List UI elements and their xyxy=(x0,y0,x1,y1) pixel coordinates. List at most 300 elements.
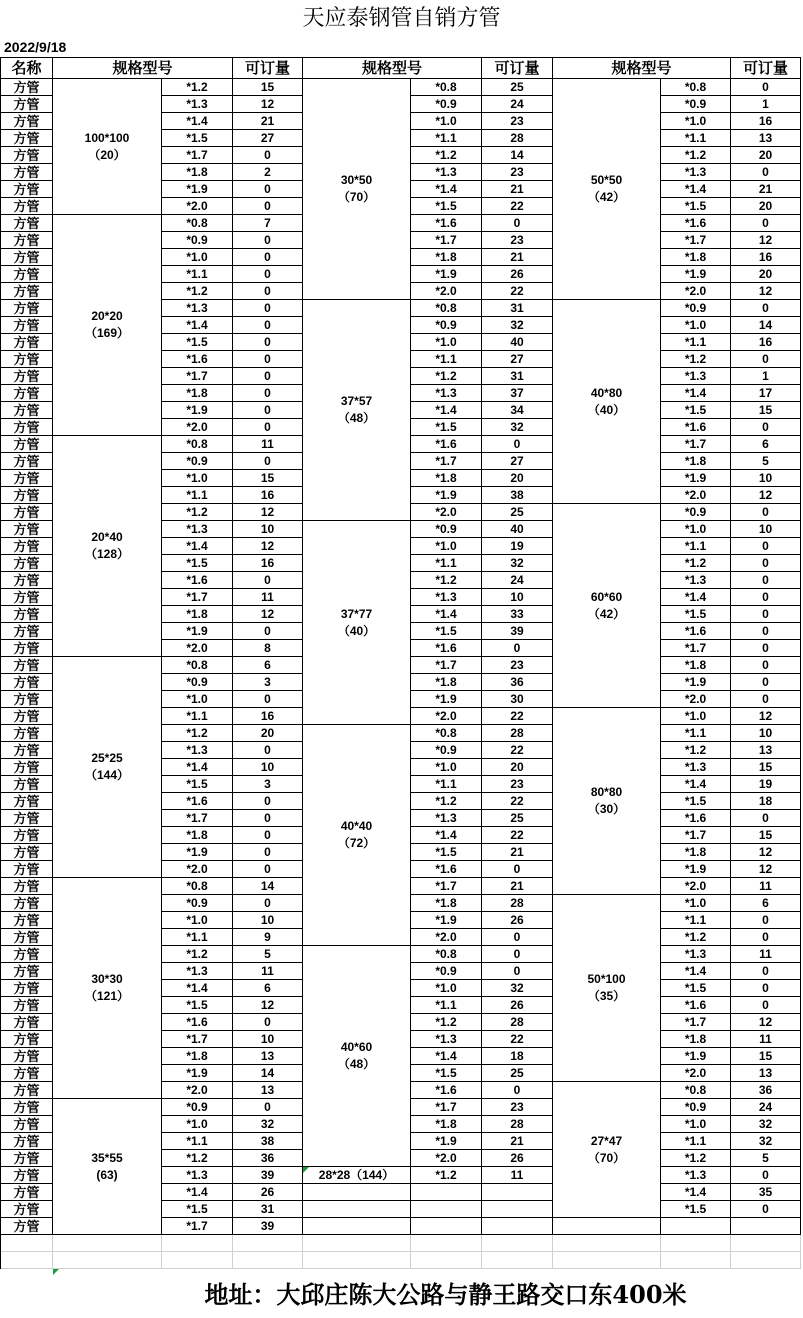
empty-cell xyxy=(162,1252,233,1269)
qty-cell: 35 xyxy=(731,1184,801,1201)
thickness-cell: *1.5 xyxy=(661,980,731,997)
thickness-cell: *0.9 xyxy=(661,300,731,317)
product-name-cell: 方管 xyxy=(1,793,53,810)
empty-cell xyxy=(482,1184,553,1201)
thickness-cell: *1.2 xyxy=(411,147,482,164)
thickness-cell: *0.8 xyxy=(411,300,482,317)
qty-cell: 0 xyxy=(482,861,553,878)
thickness-cell: *1.0 xyxy=(411,334,482,351)
product-name-cell: 方管 xyxy=(1,555,53,572)
empty-cell xyxy=(731,1252,801,1269)
thickness-cell: *1.4 xyxy=(661,776,731,793)
thickness-cell: *1.7 xyxy=(661,1014,731,1031)
size-label: 30*50 xyxy=(340,173,373,187)
thickness-cell: *1.9 xyxy=(162,402,233,419)
qty-cell: 0 xyxy=(731,640,801,657)
thickness-cell: *1.0 xyxy=(411,113,482,130)
qty-cell: 0 xyxy=(482,946,553,963)
qty-cell: 0 xyxy=(731,538,801,555)
thickness-cell: *0.9 xyxy=(411,521,482,538)
thickness-cell: *1.3 xyxy=(661,759,731,776)
product-name-cell: 方管 xyxy=(1,130,53,147)
product-name-cell: 方管 xyxy=(1,623,53,640)
thickness-cell: *2.0 xyxy=(411,504,482,521)
cell-error-indicator-icon xyxy=(303,1167,309,1173)
qty-cell: 32 xyxy=(482,317,553,334)
group-count-label: (63) xyxy=(96,1167,118,1182)
group-count-label: （70） xyxy=(337,190,376,204)
thickness-cell: *1.9 xyxy=(411,912,482,929)
thickness-cell: *1.2 xyxy=(162,725,233,742)
size-group-cell xyxy=(553,895,661,1082)
thickness-cell: *1.5 xyxy=(162,334,233,351)
qty-cell: 10 xyxy=(233,1031,303,1048)
qty-cell: 34 xyxy=(482,402,553,419)
qty-cell: 0 xyxy=(233,572,303,589)
thickness-cell: *1.7 xyxy=(411,878,482,895)
thickness-cell: *1.0 xyxy=(411,759,482,776)
size-group-cell xyxy=(553,1082,661,1218)
qty-cell: 10 xyxy=(233,521,303,538)
qty-cell: 21 xyxy=(482,844,553,861)
product-name-cell: 方管 xyxy=(1,572,53,589)
qty-cell: 9 xyxy=(233,929,303,946)
qty-cell: 15 xyxy=(233,470,303,487)
qty-cell: 0 xyxy=(731,997,801,1014)
thickness-cell: *1.0 xyxy=(411,980,482,997)
thickness-cell: *1.7 xyxy=(162,147,233,164)
product-name-cell: 方管 xyxy=(1,96,53,113)
thickness-cell: *1.1 xyxy=(661,334,731,351)
thickness-cell: *1.1 xyxy=(411,130,482,147)
thickness-cell: *1.1 xyxy=(411,555,482,572)
product-name-cell: 方管 xyxy=(1,1116,53,1133)
qty-cell: 0 xyxy=(731,572,801,589)
size-label: 40*40 xyxy=(340,819,373,833)
qty-cell: 1 xyxy=(731,368,801,385)
page-title: 天应泰钢管自销方管 xyxy=(302,6,501,31)
thickness-cell: *1.6 xyxy=(661,419,731,436)
product-name-cell: 方管 xyxy=(1,1201,53,1218)
thickness-cell: *1.5 xyxy=(411,419,482,436)
thickness-cell: *1.2 xyxy=(411,793,482,810)
size-label: 50*50 xyxy=(590,173,623,187)
thickness-cell: *1.3 xyxy=(661,572,731,589)
qty-cell: 0 xyxy=(233,793,303,810)
thickness-cell: *0.8 xyxy=(162,657,233,674)
thickness-cell: *0.9 xyxy=(162,674,233,691)
qty-cell: 32 xyxy=(482,555,553,572)
qty-cell: 11 xyxy=(233,963,303,980)
group-count-label: （169） xyxy=(84,326,130,340)
thickness-cell: *0.8 xyxy=(411,79,482,96)
qty-cell: 24 xyxy=(731,1099,801,1116)
thickness-cell: *1.2 xyxy=(162,946,233,963)
qty-cell: 22 xyxy=(482,742,553,759)
qty-cell: 0 xyxy=(482,963,553,980)
qty-cell: 0 xyxy=(482,215,553,232)
product-name-cell: 方管 xyxy=(1,113,53,130)
thickness-cell: *1.7 xyxy=(411,453,482,470)
qty-cell: 6 xyxy=(731,436,801,453)
product-name-cell: 方管 xyxy=(1,1184,53,1201)
product-name-cell: 方管 xyxy=(1,640,53,657)
thickness-cell: *1.3 xyxy=(411,1031,482,1048)
thickness-cell: *2.0 xyxy=(661,283,731,300)
thickness-cell: *2.0 xyxy=(411,283,482,300)
qty-cell: 0 xyxy=(482,1082,553,1099)
thickness-cell: *1.1 xyxy=(661,538,731,555)
thickness-cell: *0.9 xyxy=(162,232,233,249)
thickness-cell: *1.2 xyxy=(661,929,731,946)
qty-cell: 11 xyxy=(731,1031,801,1048)
product-name-cell: 方管 xyxy=(1,691,53,708)
thickness-cell: *0.8 xyxy=(661,1082,731,1099)
qty-cell: 11 xyxy=(233,589,303,606)
thickness-cell: *1.3 xyxy=(162,742,233,759)
product-name-cell: 方管 xyxy=(1,436,53,453)
qty-cell: 7 xyxy=(233,215,303,232)
qty-cell: 0 xyxy=(233,1099,303,1116)
group-count-label: （40） xyxy=(587,402,626,417)
qty-cell: 12 xyxy=(233,504,303,521)
qty-cell: 0 xyxy=(233,810,303,827)
thickness-cell: *0.8 xyxy=(411,725,482,742)
qty-cell: 26 xyxy=(482,912,553,929)
qty-cell: 14 xyxy=(233,878,303,895)
qty-cell: 21 xyxy=(482,1133,553,1150)
thickness-cell: *1.8 xyxy=(162,827,233,844)
qty-cell: 0 xyxy=(731,504,801,521)
thickness-cell: *1.4 xyxy=(411,402,482,419)
empty-cell xyxy=(303,1201,411,1218)
thickness-cell: *1.3 xyxy=(411,589,482,606)
qty-cell: 20 xyxy=(233,725,303,742)
empty-cell xyxy=(553,1218,661,1235)
thickness-cell: *0.9 xyxy=(411,742,482,759)
thickness-cell: *1.7 xyxy=(162,1031,233,1048)
qty-cell: 12 xyxy=(233,997,303,1014)
size-label: 30*30 xyxy=(91,972,123,986)
thickness-cell: *1.5 xyxy=(162,555,233,572)
product-name-cell: 方管 xyxy=(1,861,53,878)
empty-cell xyxy=(411,1218,482,1235)
empty-cell xyxy=(303,1218,411,1235)
size-label: 35*55 xyxy=(91,1150,123,1165)
qty-cell: 26 xyxy=(482,266,553,283)
size-group-cell xyxy=(553,79,661,300)
empty-cell xyxy=(731,1218,801,1235)
qty-cell: 6 xyxy=(233,980,303,997)
qty-cell: 0 xyxy=(731,606,801,623)
thickness-cell: *0.9 xyxy=(661,96,731,113)
thickness-cell: *1.0 xyxy=(162,1116,233,1133)
qty-cell: 16 xyxy=(233,555,303,572)
qty-cell: 10 xyxy=(233,759,303,776)
product-name-cell: 方管 xyxy=(1,385,53,402)
thickness-cell: *0.9 xyxy=(661,1099,731,1116)
size-label: 20*40 xyxy=(91,530,123,544)
qty-cell: 0 xyxy=(731,929,801,946)
thickness-cell: *1.2 xyxy=(162,283,233,300)
qty-cell: 0 xyxy=(233,419,303,436)
qty-cell: 23 xyxy=(482,232,553,249)
date-label: 2022/9/18 xyxy=(4,39,67,55)
qty-cell: 5 xyxy=(731,453,801,470)
empty-cell xyxy=(411,1184,482,1201)
qty-cell: 39 xyxy=(233,1218,303,1235)
thickness-cell: *1.9 xyxy=(661,861,731,878)
thickness-cell: *0.9 xyxy=(162,1099,233,1116)
qty-cell: 17 xyxy=(731,385,801,402)
thickness-cell: *1.8 xyxy=(661,657,731,674)
thickness-cell: *1.1 xyxy=(162,929,233,946)
qty-cell: 38 xyxy=(233,1133,303,1150)
thickness-cell: *1.5 xyxy=(162,997,233,1014)
thickness-cell: *1.0 xyxy=(162,912,233,929)
thickness-cell: *2.0 xyxy=(162,640,233,657)
qty-cell: 24 xyxy=(482,572,553,589)
product-name-cell: 方管 xyxy=(1,1065,53,1082)
group-count-label: （72） xyxy=(337,836,376,850)
thickness-cell: *1.1 xyxy=(162,708,233,725)
qty-cell: 13 xyxy=(731,1065,801,1082)
group-count-label: （48） xyxy=(337,411,376,425)
size-label: 80*80 xyxy=(590,785,623,799)
qty-cell: 6 xyxy=(233,657,303,674)
thickness-cell: *1.0 xyxy=(162,249,233,266)
size-label: 40*80 xyxy=(590,385,623,400)
qty-cell: 21 xyxy=(482,181,553,198)
qty-cell: 20 xyxy=(731,147,801,164)
header-qty-cell: 可订量 xyxy=(482,58,553,79)
qty-cell: 0 xyxy=(731,912,801,929)
thickness-cell: *1.5 xyxy=(411,623,482,640)
thickness-cell: *1.8 xyxy=(411,470,482,487)
qty-cell: 21 xyxy=(731,181,801,198)
product-name-cell: 方管 xyxy=(1,504,53,521)
thickness-cell: *2.0 xyxy=(411,929,482,946)
thickness-cell: *1.3 xyxy=(661,164,731,181)
thickness-cell: *1.4 xyxy=(162,538,233,555)
qty-cell: 11 xyxy=(731,878,801,895)
product-name-cell: 方管 xyxy=(1,283,53,300)
empty-cell xyxy=(233,1252,303,1269)
qty-cell: 13 xyxy=(731,742,801,759)
qty-cell: 8 xyxy=(233,640,303,657)
thickness-cell: *1.9 xyxy=(162,623,233,640)
thickness-cell: *1.1 xyxy=(661,912,731,929)
thickness-cell: *1.5 xyxy=(411,844,482,861)
group-count-label: （42） xyxy=(587,606,626,621)
thickness-cell: *1.9 xyxy=(411,266,482,283)
qty-cell: 39 xyxy=(233,1167,303,1184)
empty-cell xyxy=(661,1252,731,1269)
qty-cell: 15 xyxy=(233,79,303,96)
qty-cell: 27 xyxy=(482,453,553,470)
qty-cell: 0 xyxy=(731,215,801,232)
empty-cell xyxy=(482,1218,553,1235)
qty-cell: 0 xyxy=(233,742,303,759)
qty-cell: 0 xyxy=(233,317,303,334)
qty-cell: 32 xyxy=(482,419,553,436)
qty-cell: 28 xyxy=(482,1116,553,1133)
qty-cell: 0 xyxy=(233,351,303,368)
thickness-cell: *1.3 xyxy=(411,164,482,181)
size-label: 37*57 xyxy=(340,394,373,408)
thickness-cell: *1.4 xyxy=(162,317,233,334)
empty-cell xyxy=(303,1184,411,1201)
qty-cell: 22 xyxy=(482,708,553,725)
size-group-cell xyxy=(53,436,162,657)
qty-cell: 20 xyxy=(731,198,801,215)
product-name-cell: 方管 xyxy=(1,79,53,96)
qty-cell: 0 xyxy=(731,79,801,96)
qty-cell: 0 xyxy=(731,691,801,708)
thickness-cell: *1.8 xyxy=(162,1048,233,1065)
empty-cell xyxy=(482,1201,553,1218)
size-group-cell xyxy=(303,300,411,521)
thickness-cell: *1.6 xyxy=(411,436,482,453)
thickness-cell: *0.9 xyxy=(411,317,482,334)
qty-cell: 0 xyxy=(233,334,303,351)
thickness-cell: *1.4 xyxy=(661,1184,731,1201)
product-name-cell: 方管 xyxy=(1,997,53,1014)
product-name-cell: 方管 xyxy=(1,742,53,759)
qty-cell: 16 xyxy=(233,487,303,504)
thickness-cell: *1.4 xyxy=(661,385,731,402)
qty-cell: 0 xyxy=(233,198,303,215)
product-name-cell: 方管 xyxy=(1,589,53,606)
qty-cell: 0 xyxy=(731,623,801,640)
thickness-cell: *2.0 xyxy=(661,1065,731,1082)
thickness-cell: *0.8 xyxy=(162,436,233,453)
thickness-cell: *1.9 xyxy=(162,844,233,861)
thickness-cell: *1.4 xyxy=(162,113,233,130)
thickness-cell: *1.4 xyxy=(162,980,233,997)
qty-cell: 16 xyxy=(731,334,801,351)
thickness-cell: *1.2 xyxy=(411,1014,482,1031)
thickness-cell: *1.6 xyxy=(162,572,233,589)
product-name-cell: 方管 xyxy=(1,725,53,742)
thickness-cell: *0.9 xyxy=(411,96,482,113)
thickness-cell: *1.0 xyxy=(661,317,731,334)
qty-cell: 10 xyxy=(731,725,801,742)
qty-cell: 16 xyxy=(731,113,801,130)
qty-cell: 0 xyxy=(233,385,303,402)
thickness-cell: *2.0 xyxy=(162,861,233,878)
thickness-cell: *1.2 xyxy=(162,79,233,96)
qty-cell: 39 xyxy=(482,623,553,640)
qty-cell: 15 xyxy=(731,1048,801,1065)
thickness-cell: *0.9 xyxy=(411,963,482,980)
thickness-cell: *2.0 xyxy=(661,878,731,895)
thickness-cell: *1.1 xyxy=(411,351,482,368)
qty-cell: 0 xyxy=(233,283,303,300)
qty-cell: 25 xyxy=(482,810,553,827)
thickness-cell: *1.7 xyxy=(661,827,731,844)
group-count-label: （121） xyxy=(84,989,130,1003)
thickness-cell: *1.0 xyxy=(661,1116,731,1133)
thickness-cell: *1.8 xyxy=(411,249,482,266)
qty-cell: 0 xyxy=(233,861,303,878)
group-count-label: （70） xyxy=(587,1150,626,1165)
product-name-cell: 方管 xyxy=(1,844,53,861)
product-name-cell: 方管 xyxy=(1,368,53,385)
product-name-cell: 方管 xyxy=(1,419,53,436)
product-name-cell: 方管 xyxy=(1,181,53,198)
product-name-cell: 方管 xyxy=(1,1218,53,1235)
thickness-cell: *0.8 xyxy=(162,878,233,895)
qty-cell: 28 xyxy=(482,895,553,912)
thickness-cell: *1.8 xyxy=(162,606,233,623)
thickness-cell: *1.0 xyxy=(661,113,731,130)
thickness-cell: *0.8 xyxy=(411,946,482,963)
qty-cell: 40 xyxy=(482,521,553,538)
thickness-cell: *1.7 xyxy=(162,589,233,606)
empty-cell xyxy=(553,1235,661,1252)
qty-cell: 36 xyxy=(731,1082,801,1099)
thickness-cell: *2.0 xyxy=(661,691,731,708)
product-name-cell: 方管 xyxy=(1,164,53,181)
product-name-cell: 方管 xyxy=(1,776,53,793)
thickness-cell: *1.9 xyxy=(411,1133,482,1150)
header-name-cell: 名称 xyxy=(1,58,53,79)
thickness-cell: *1.6 xyxy=(411,861,482,878)
group-count-label: （20） xyxy=(88,147,126,162)
thickness-cell: *1.1 xyxy=(162,1133,233,1150)
thickness-cell: *1.6 xyxy=(162,1014,233,1031)
product-name-cell: 方管 xyxy=(1,759,53,776)
qty-cell: 0 xyxy=(731,300,801,317)
qty-cell: 0 xyxy=(233,827,303,844)
product-name-cell: 方管 xyxy=(1,300,53,317)
thickness-cell: *1.3 xyxy=(411,810,482,827)
size-label: 60*60 xyxy=(590,589,623,604)
qty-cell: 0 xyxy=(233,232,303,249)
product-name-cell: 方管 xyxy=(1,334,53,351)
qty-cell: 37 xyxy=(482,385,553,402)
thickness-cell: *1.9 xyxy=(411,691,482,708)
qty-cell: 0 xyxy=(731,164,801,181)
product-name-cell: 方管 xyxy=(1,538,53,555)
qty-cell: 14 xyxy=(731,317,801,334)
qty-cell: 12 xyxy=(233,538,303,555)
empty-cell xyxy=(1,1235,53,1252)
size-label: 100*100 xyxy=(84,130,130,145)
qty-cell: 0 xyxy=(233,266,303,283)
thickness-cell: *1.8 xyxy=(162,385,233,402)
qty-cell: 26 xyxy=(233,1184,303,1201)
size-label: 50*100 xyxy=(587,972,626,986)
qty-cell: 19 xyxy=(731,776,801,793)
thickness-cell: *1.0 xyxy=(162,691,233,708)
empty-cell xyxy=(731,1235,801,1252)
qty-cell: 23 xyxy=(482,1099,553,1116)
qty-cell: 25 xyxy=(482,1065,553,1082)
thickness-cell: *1.2 xyxy=(162,504,233,521)
qty-cell: 13 xyxy=(731,130,801,147)
thickness-cell: *1.6 xyxy=(411,215,482,232)
size-group-cell xyxy=(303,1167,411,1184)
thickness-cell: *1.9 xyxy=(661,470,731,487)
qty-cell: 0 xyxy=(233,895,303,912)
qty-cell: 10 xyxy=(482,589,553,606)
qty-cell: 0 xyxy=(731,555,801,572)
qty-cell: 31 xyxy=(233,1201,303,1218)
qty-cell: 36 xyxy=(482,674,553,691)
thickness-cell: *1.9 xyxy=(661,1048,731,1065)
